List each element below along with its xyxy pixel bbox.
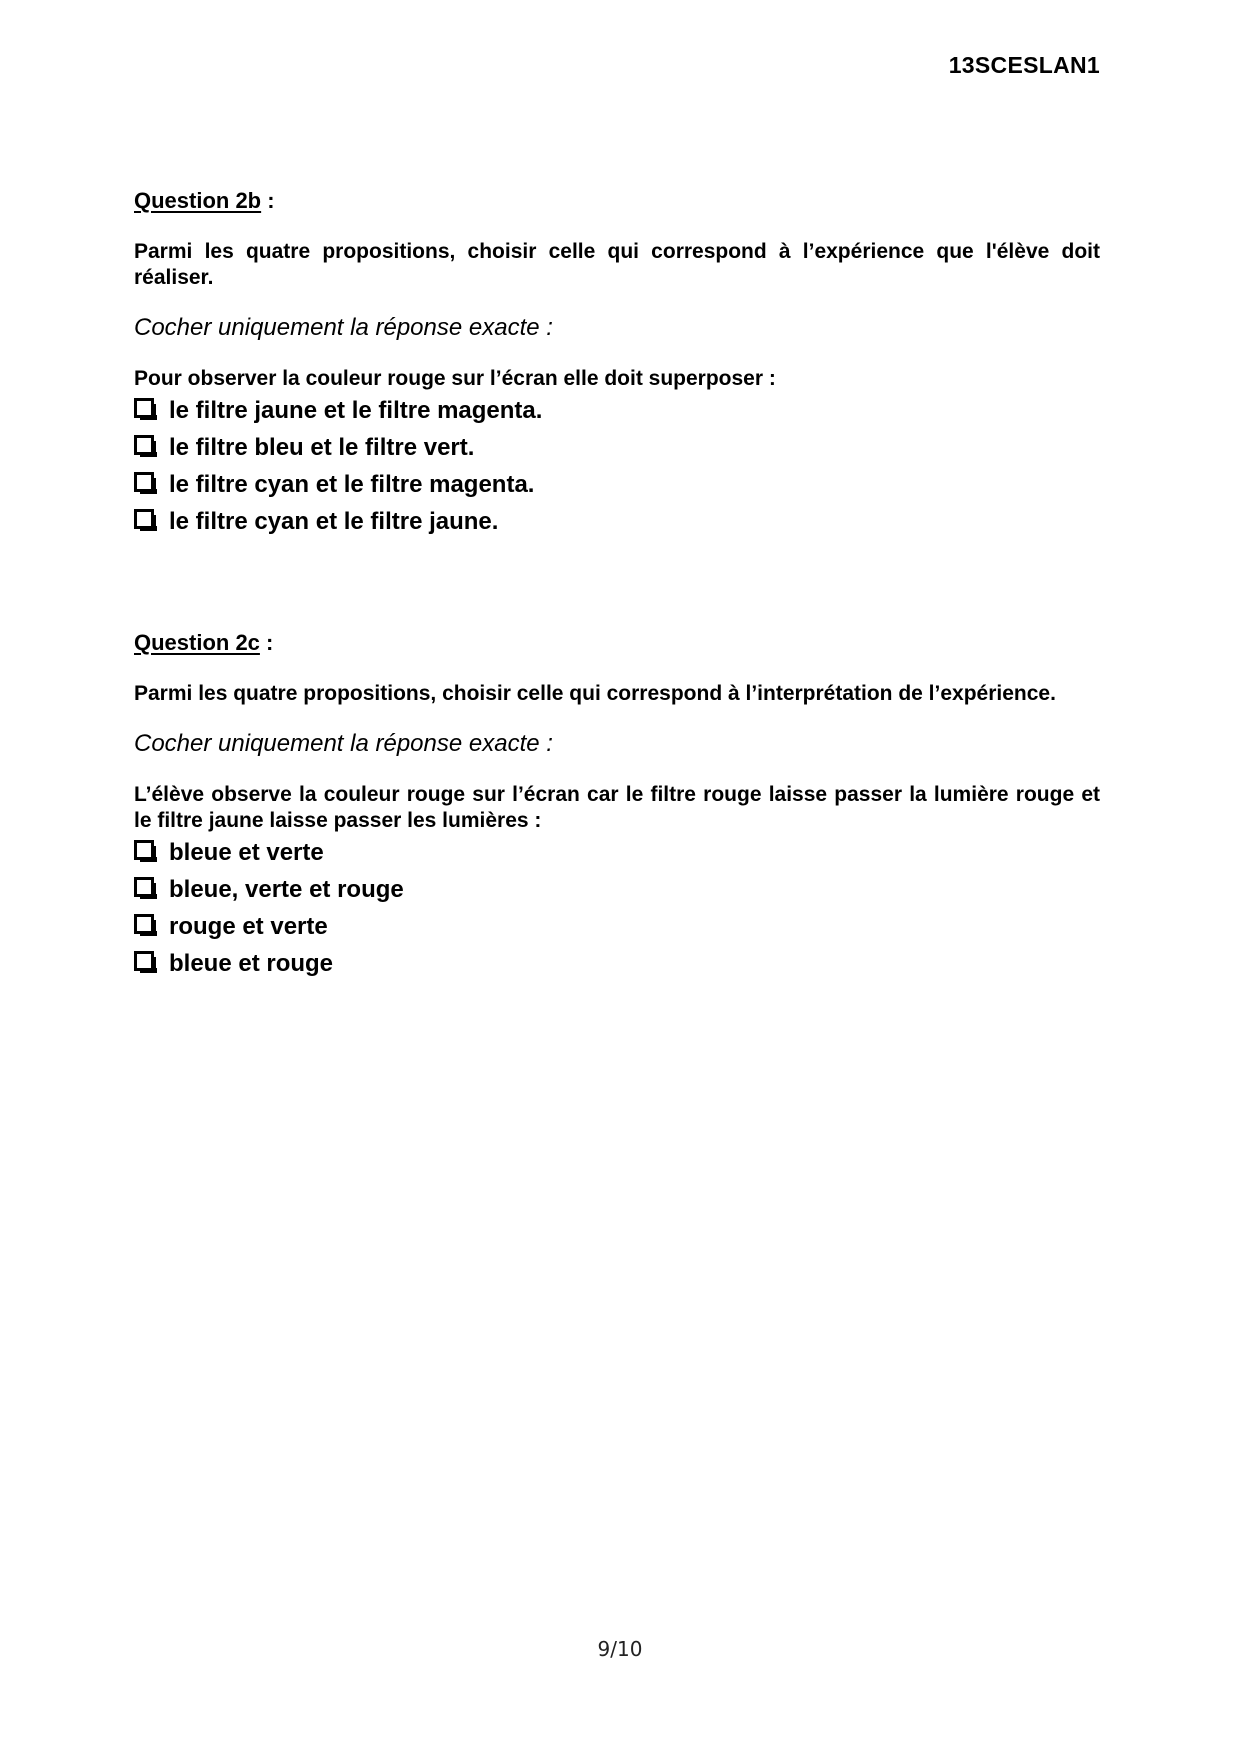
question-2b-options [134,392,1100,540]
option-label: le filtre cyan et le filtre magenta. [169,470,535,498]
question-2b-title-label: Question 2b [134,188,262,213]
question-2b-title [134,188,1100,214]
checkbox-icon[interactable] [134,472,154,492]
question-2c-prompt: Parmi les quatre propositions, choisir celle qui correspond à l’interprétation de l’expérience. [134,682,1056,705]
question-2b-option-3[interactable] [134,466,1100,503]
question-2c-option-4[interactable] [134,945,1100,982]
question-2b-instruction: Cocher uniquement la réponse exacte : [134,314,553,341]
question-2b-title-suffix: : [261,188,275,213]
option-label: le filtre bleu et le filtre vert. [169,433,475,461]
question-2c-title [134,630,1100,656]
document-code: 13SCESLAN1 [948,52,1100,78]
option-label: bleue, verte et rouge [169,875,404,903]
page-number: 9/10 [597,1637,643,1661]
checkbox-icon[interactable] [134,951,154,971]
checkbox-icon[interactable] [134,509,154,529]
checkbox-icon[interactable] [134,435,154,455]
question-2b-option-2[interactable] [134,429,1100,466]
option-label: le filtre cyan et le filtre jaune. [169,507,499,535]
question-2c-stem: L’élève observe la couleur rouge sur l’écran car le filtre rouge laisse passer la lumière rouge et le filtre jaune laisse passer les lumières : [134,783,1100,832]
checkbox-icon[interactable] [134,914,154,934]
question-2c-options [134,834,1100,982]
question-2b-section [134,188,1100,540]
question-2c-section [134,630,1100,982]
question-2c-option-3[interactable] [134,908,1100,945]
question-2b-option-1[interactable] [134,392,1100,429]
option-label: bleue et rouge [169,949,334,977]
checkbox-icon[interactable] [134,840,154,860]
question-2b-prompt: Parmi les quatre propositions, choisir celle qui correspond à l’expérience que l'élève doit réaliser. [134,240,1100,289]
question-2c-option-1[interactable] [134,834,1100,871]
checkbox-icon[interactable] [134,398,154,418]
question-2c-title-suffix: : [259,630,274,655]
question-2b-option-4[interactable] [134,503,1100,540]
question-2b-stem: Pour observer la couleur rouge sur l’écran elle doit superposer : [134,367,776,390]
option-label: le filtre jaune et le filtre magenta. [169,396,543,424]
question-2c-title-label: Question 2c [134,630,260,655]
checkbox-icon[interactable] [134,877,154,897]
question-2c-instruction: Cocher uniquement la réponse exacte : [134,730,553,757]
question-2c-option-2[interactable] [134,871,1100,908]
option-label: bleue et verte [169,838,324,866]
option-label: rouge et verte [169,912,328,940]
